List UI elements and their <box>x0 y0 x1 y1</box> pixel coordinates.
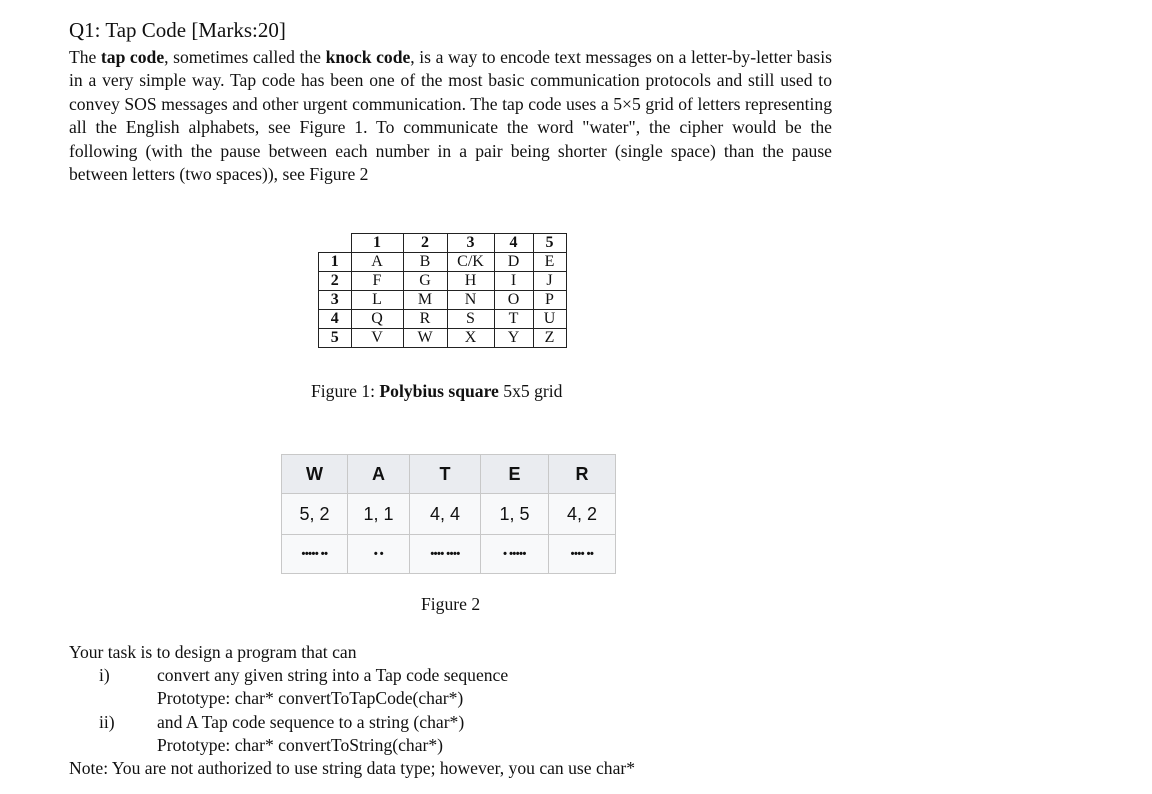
tap-dots-cell: •••• •• <box>549 535 616 574</box>
tap-dots-cell: • • <box>348 535 410 574</box>
polybius-cell: M <box>403 291 447 310</box>
polybius-cell: W <box>403 329 447 348</box>
figure-1-caption <box>311 381 562 402</box>
tap-code-cell: 5, 2 <box>282 494 348 535</box>
polybius-cell: O <box>494 291 533 310</box>
figure-1-suffix: 5x5 grid <box>498 381 563 401</box>
intro-paragraph <box>69 46 832 186</box>
task-note: Note: You are not authorized to use string data type; however, you can use char* <box>69 758 636 779</box>
polybius-cell: I <box>494 272 533 291</box>
polybius-cell: J <box>533 272 566 291</box>
polybius-row <box>319 291 567 310</box>
task-item-i-text: convert any given string into a Tap code sequence <box>157 665 509 686</box>
task-section <box>69 641 635 780</box>
polybius-cell: E <box>533 253 566 272</box>
polybius-col-header: 4 <box>494 234 533 253</box>
tap-letter-cell: W <box>282 455 348 494</box>
polybius-col-header: 3 <box>447 234 494 253</box>
tap-letter-cell: T <box>410 455 481 494</box>
tap-code-cell: 4, 2 <box>549 494 616 535</box>
task-item-i-prototype: Prototype: char* convertToTapCode(char*) <box>157 688 464 709</box>
polybius-col-header: 1 <box>351 234 403 253</box>
polybius-cell: X <box>447 329 494 348</box>
tap-letter-cell: R <box>549 455 616 494</box>
polybius-row-header: 2 <box>319 272 352 291</box>
polybius-cell: U <box>533 310 566 329</box>
polybius-cell: Q <box>351 310 403 329</box>
tap-dots-row <box>282 535 616 574</box>
tap-codes-row <box>282 494 616 535</box>
tap-code-cell: 1, 5 <box>481 494 549 535</box>
polybius-col-header: 5 <box>533 234 566 253</box>
task-item-ii-prototype: Prototype: char* convertToString(char*) <box>157 734 444 755</box>
polybius-row-header: 3 <box>319 291 352 310</box>
polybius-cell: S <box>447 310 494 329</box>
polybius-cell: C/K <box>447 253 494 272</box>
intro-text-3: , is a way to encode text messages on a letter-by-letter basis in a very simple way. Tap code has been one of the most basic communication protocols and still used to convey SOS messages and other urgent communication. The tap code uses a 5×5 grid of letters representing all the English alphabets, see Figure 1. To communicate the word "water", the cipher would be the following (with the pause between each number in a pair being shorter (single space) than the pause between letters (two spaces)), see Figure 2 <box>69 47 832 185</box>
task-item-ii-text: and A Tap code sequence to a string (char*) <box>157 711 465 732</box>
polybius-cell: D <box>494 253 533 272</box>
figure-1-prefix: Figure 1: <box>311 381 380 401</box>
polybius-row <box>319 329 567 348</box>
tap-code-table <box>281 454 616 574</box>
polybius-cell: B <box>403 253 447 272</box>
task-item-i <box>69 664 635 687</box>
question-title: Q1: Tap Code [Marks:20] <box>69 18 286 42</box>
tap-letter-cell: E <box>481 455 549 494</box>
polybius-corner <box>319 234 352 253</box>
polybius-square-table <box>318 233 567 348</box>
tap-code-cell: 1, 1 <box>348 494 410 535</box>
polybius-cell: T <box>494 310 533 329</box>
task-intro: Your task is to design a program that can <box>69 642 357 662</box>
tap-dots-cell: •••• •••• <box>410 535 481 574</box>
tap-dots-cell: ••••• •• <box>282 535 348 574</box>
polybius-header-row <box>319 234 567 253</box>
tap-dots-cell: • ••••• <box>481 535 549 574</box>
polybius-cell: V <box>351 329 403 348</box>
polybius-cell: H <box>447 272 494 291</box>
figure-1-bold: Polybius square <box>379 381 499 401</box>
polybius-row <box>319 310 567 329</box>
tap-code-term: tap code <box>100 47 165 67</box>
polybius-row-header: 1 <box>319 253 352 272</box>
task-item-ii-number: ii) <box>99 711 115 732</box>
polybius-cell: P <box>533 291 566 310</box>
polybius-cell: R <box>403 310 447 329</box>
polybius-cell: Y <box>494 329 533 348</box>
polybius-cell: Z <box>533 329 566 348</box>
polybius-cell: G <box>403 272 447 291</box>
polybius-cell: A <box>351 253 403 272</box>
polybius-col-header: 2 <box>403 234 447 253</box>
polybius-row-header: 5 <box>319 329 352 348</box>
intro-text-2: , sometimes called the <box>164 47 326 67</box>
task-item-ii <box>69 711 635 734</box>
task-item-ii-prototype-row <box>69 734 635 757</box>
tap-letters-row <box>282 455 616 494</box>
polybius-cell: L <box>351 291 403 310</box>
polybius-cell: F <box>351 272 403 291</box>
polybius-row-header: 4 <box>319 310 352 329</box>
knock-code-term: knock code <box>325 47 411 67</box>
tap-letter-cell: A <box>348 455 410 494</box>
task-item-i-prototype-row <box>69 687 635 710</box>
polybius-row <box>319 272 567 291</box>
polybius-cell: N <box>447 291 494 310</box>
tap-code-cell: 4, 4 <box>410 494 481 535</box>
figure-2-caption: Figure 2 <box>421 594 481 614</box>
task-item-i-number: i) <box>99 665 110 686</box>
polybius-row <box>319 253 567 272</box>
intro-text-1: The <box>69 47 101 67</box>
